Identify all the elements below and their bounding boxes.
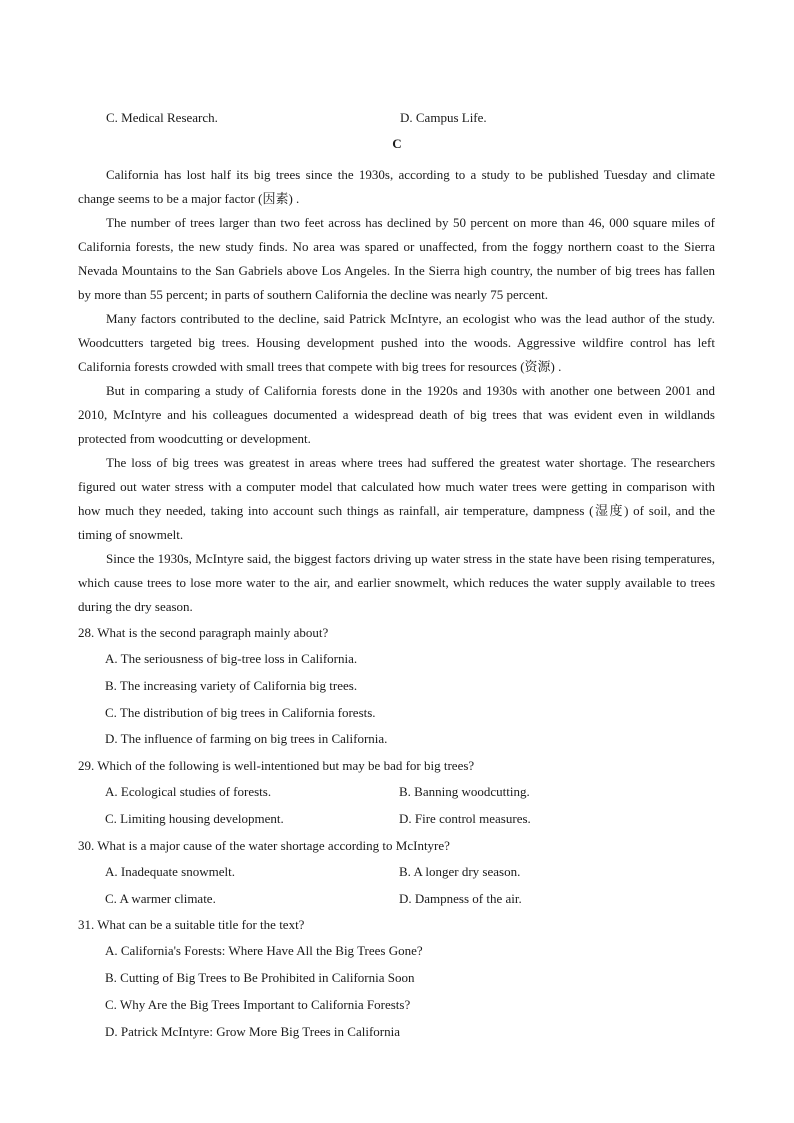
paragraph: California has lost half its big trees since the 1930s, according to a study to be published Tuesday and climate change seems to be a major factor (因素) . (78, 167, 715, 206)
option: A. Inadequate snowmelt. (105, 863, 235, 879)
option: C. Limiting housing development. (105, 810, 284, 826)
question-list (78, 620, 715, 1046)
option: D. Fire control measures. (399, 810, 531, 826)
option: B. Cutting of Big Trees to Be Prohibited in California Soon (105, 970, 415, 986)
previous-question-options (106, 110, 726, 126)
option-c: C. Medical Research. (106, 110, 218, 125)
question-options (78, 779, 715, 833)
option: A. California's Forests: Where Have All the Big Trees Gone? (105, 943, 423, 959)
paragraph: The loss of big trees was greatest in areas where trees had suffered the greatest water shortage. The researchers figured out water stress with a computer model that calculated how much water trees were getting in comparison with how much they needed, taking into account such things as rainfall, air temperature, dampness (湿度) of soil, and the timing of snowmelt. (78, 455, 715, 542)
question-options (78, 938, 715, 1045)
option: D. The influence of farming on big trees in California. (105, 731, 388, 747)
option: C. Why Are the Big Trees Important to California Forests? (105, 996, 411, 1012)
option: B. Banning woodcutting. (399, 784, 530, 800)
question-stem: 29. Which of the following is well-intentioned but may be bad for big trees? (78, 758, 475, 774)
question-stem: 30. What is a major cause of the water shortage according to McIntyre? (78, 837, 450, 853)
question-options (78, 859, 715, 913)
option: D. Patrick McIntyre: Grow More Big Trees in California (105, 1023, 400, 1039)
paragraph: But in comparing a study of California forests done in the 1920s and 1930s with another one between 2001 and 2010, McIntyre and his colleagues documented a widespread death of big trees that was evident even in wildlands protected from woodcutting or development. (78, 383, 715, 446)
option: A. The seriousness of big-tree loss in California. (105, 651, 358, 666)
question-stem: 28. What is the second paragraph mainly about? (78, 625, 329, 640)
option-d: D. Campus Life. (400, 110, 487, 125)
question-options (78, 646, 715, 753)
paragraph: Since the 1930s, McIntyre said, the biggest factors driving up water stress in the state have been rising temperatures, which cause trees to lose more water to the air, and earlier snowmelt, which reduces the water supply available to trees during the dry season. (78, 551, 715, 614)
reading-passage (78, 163, 715, 619)
option: C. A warmer climate. (105, 890, 216, 906)
paragraph: Many factors contributed to the decline, said Patrick McIntyre, an ecologist who was the lead author of the study. Woodcutters targeted big trees. Housing development pushed into the woods. Aggressive wildfire control has left California forests crowded with small trees that compete with big trees for resources (资源) . (78, 311, 715, 374)
option: B. A longer dry season. (399, 863, 521, 879)
paragraph: The number of trees larger than two feet across has declined by 50 percent on more than 46, 000 square miles of California forests, the new study finds. No area was spared or unaffected, from the foggy northern coast to the Sierra Nevada Mountains to the San Gabriels above Los Angeles. In the Sierra high country, the number of big trees has fallen by more than 55 percent; in parts of southern California the decline was nearly 75 percent. (78, 215, 715, 302)
option: B. The increasing variety of California big trees. (105, 677, 358, 693)
option: D. Dampness of the air. (399, 890, 522, 906)
option: A. Ecological studies of forests. (105, 784, 272, 800)
question-stem: 31. What can be a suitable title for the text? (78, 917, 305, 933)
option: C. The distribution of big trees in California forests. (105, 704, 376, 720)
section-title: C (392, 136, 402, 151)
